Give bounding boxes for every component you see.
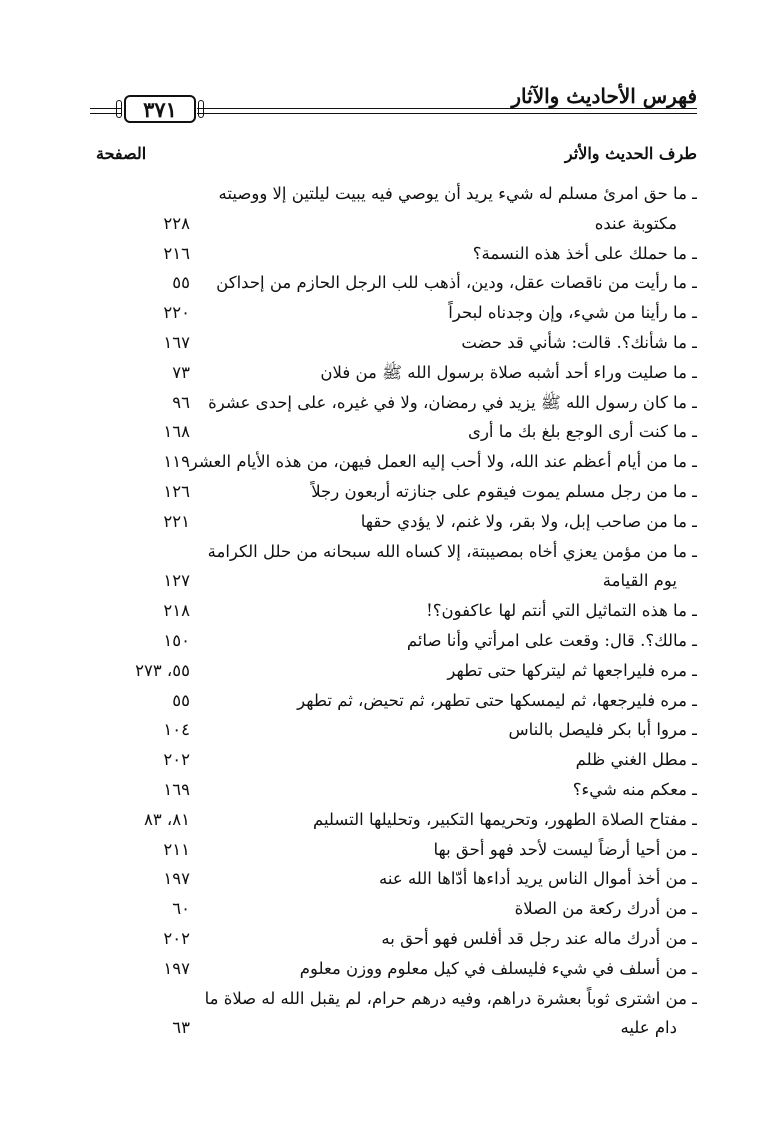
entry-page-number: ٢٠٢ — [163, 750, 190, 770]
entry-text: ـ من أحيا أرضاً ليست لأحد فهو أحق بها — [433, 839, 697, 859]
entry-text: ـ ما من صاحب إبل، ولا بقر، ولا غنم، لا يؤدي حقها — [360, 511, 697, 531]
entry-page-number: ١٦٨ — [163, 422, 190, 442]
entry-page-number: ١٦٩ — [163, 780, 190, 799]
entry-page-number: ٦٠ — [172, 899, 190, 919]
entry-page-number: ٥٥، ٢٧٣ — [135, 660, 190, 680]
entry-text: ـ ما من مؤمن يعزي أخاه بمصيبتة، إلا كساه الله سبحانه من حلل الكرامة — [207, 541, 697, 561]
entry-text: ـ ما صليت وراء أحد أشبه صلاة برسول الله ﷺ من فلان — [320, 362, 697, 382]
entry-text: ـ مروا أبا بكر فليصل بالناس — [508, 720, 697, 740]
entry-text: ـ ما حملك على أخذ هذه النسمة؟ — [472, 243, 697, 263]
entry-text: ـ مفتاح الصلاة الطهور، وتحريمها التكبير، وتحليلها التسليم — [312, 809, 697, 829]
entry-text: دام عليه — [620, 1018, 677, 1038]
entry-page-number: ١٢٧ — [163, 571, 190, 591]
entry-text: ـ ما شأنك؟. قالت: شأني قد حضت — [461, 333, 697, 352]
entry-text: ـ مالك؟. قال: وقعت على امرأتي وأنا صائم — [406, 631, 697, 650]
entry-page-number: ٢٠٢ — [163, 929, 190, 948]
entry-page-number: ٧٣ — [172, 362, 190, 382]
entry-page-number: ٨١، ٨٣ — [143, 809, 190, 829]
entry-text: ـ ما رأيت من ناقصات عقل، ودين، أذهب للب الرجل الحازم من إحداكن — [216, 273, 697, 293]
entry-text: ـ ما رأينا من شيء، وإن وجدناه لبحراً — [448, 303, 697, 323]
entry-text: ـ مره فليراجعها ثم ليتركها حتى تطهر — [447, 660, 697, 680]
entry-text: ـ من أدرك ركعة من الصلاة — [514, 899, 697, 919]
entry-page-number: ١١٩ — [163, 452, 190, 472]
entry-text: ـ ما حق امرئ مسلم له شيء يريد أن يوصي فيه يبيت ليلتين إلا ووصيته — [218, 184, 697, 203]
entry-page-number: ٥٥ — [172, 690, 190, 710]
entry-text: ـ ما كنت أرى الوجع بلغ بك ما أرى — [468, 422, 697, 442]
entry-text: ـ من أخذ أموال الناس يريد أداءها أدّاها الله عنه — [379, 869, 697, 889]
column-header-page: الصفحة — [96, 144, 147, 163]
column-header-hadith: طرف الحديث والأثر — [564, 144, 697, 163]
entry-text: ـ مره فليرجعها، ثم ليمسكها حتى تطهر، ثم تحيض، ثم تطهر — [297, 690, 697, 710]
entry-page-number: ٢٢٨ — [163, 213, 190, 233]
entry-page-number: ٢١٨ — [163, 601, 190, 621]
entry-page-number: ١٦٧ — [163, 333, 190, 352]
entry-page-number: ٢٢٠ — [163, 303, 190, 323]
entry-page-number: ٦٣ — [172, 1018, 190, 1038]
entry-text: ـ مطل الغني ظلم — [575, 750, 697, 770]
entry-page-number: ٥٥ — [172, 273, 190, 293]
entry-text: ـ من اشترى ثوباً بعشرة دراهم، وفيه درهم حرام، لم يقبل الله له صلاة ما — [204, 988, 697, 1008]
entry-text: ـ ما من رجل مسلم يموت فيقوم على جنازته أربعون رجلاً — [311, 482, 697, 501]
entry-page-number: ١٢٦ — [163, 482, 190, 501]
entry-text: ـ من أدرك ماله عند رجل قد أفلس فهو أحق به — [381, 929, 697, 948]
entry-text: ـ معكم منه شيء؟ — [572, 780, 697, 799]
entry-page-number: ٢١٦ — [163, 243, 190, 263]
entry-text: ـ ما من أيام أعظم عند الله، ولا أحب إليه العمل فيهن، من هذه الأيام العشر — [189, 452, 697, 472]
entry-text: ـ من أسلف في شيء فليسلف في كيل معلوم ووزن معلوم — [299, 958, 697, 978]
entry-page-number: ٢١١ — [163, 839, 190, 859]
entry-page-number: ٢٢١ — [163, 511, 190, 531]
entry-page-number: ١٥٠ — [163, 631, 190, 650]
entry-page-number: ١٩٧ — [163, 958, 190, 978]
entry-page-number: ٩٦ — [172, 392, 190, 412]
entry-text: ـ ما هذه التماثيل التي أنتم لها عاكفون؟! — [426, 601, 697, 621]
entry-text: ـ ما كان رسول الله ﷺ يزيد في رمضان، ولا في غيره، على إحدى عشرة — [208, 392, 697, 412]
page-number: ٣٧١ — [124, 95, 196, 123]
entry-page-number: ١٩٧ — [163, 869, 190, 889]
running-title: فهرس الأحاديث والآثار — [511, 84, 697, 108]
entry-text: يوم القيامة — [602, 571, 677, 591]
entry-text: مكتوبة عنده — [594, 213, 677, 233]
entry-page-number: ١٠٤ — [163, 720, 190, 740]
